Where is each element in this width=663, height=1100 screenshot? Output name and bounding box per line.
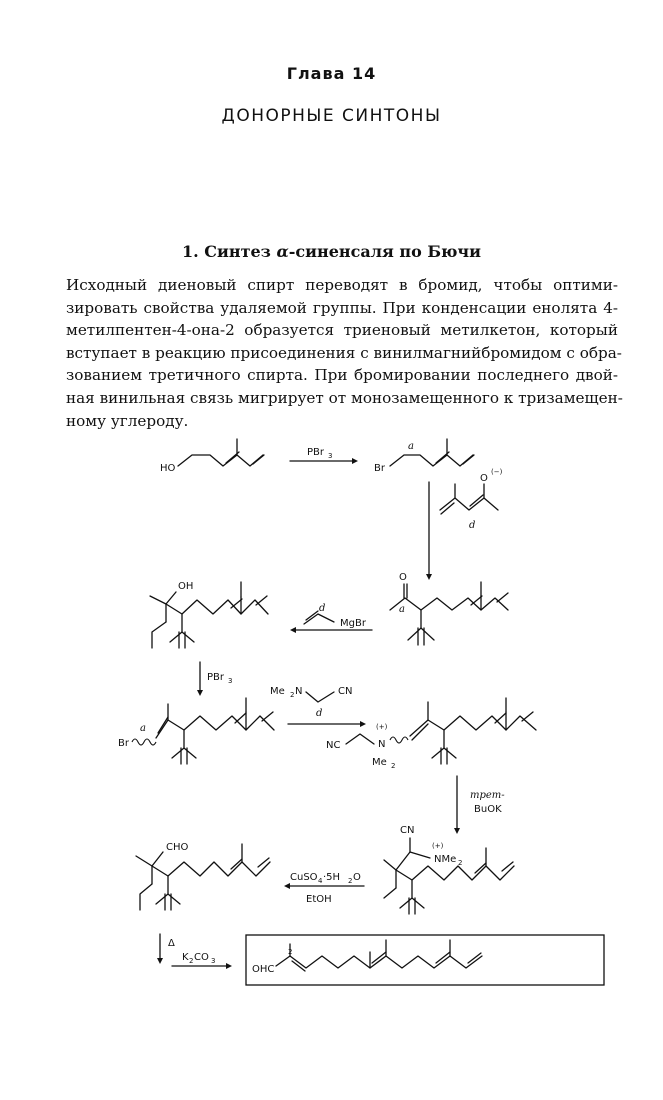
svg-text:a: a (408, 441, 414, 452)
svg-text:2: 2 (348, 877, 353, 885)
svg-text:HO: HO (160, 463, 176, 474)
svg-text:(−): (−) (491, 468, 503, 476)
svg-text:PBr: PBr (307, 447, 325, 458)
svg-text:Br: Br (374, 463, 385, 474)
heat-arrow (157, 934, 175, 964)
pbr3-reagent-arrow-2 (197, 662, 232, 696)
svg-text:MgBr: MgBr (340, 618, 366, 629)
svg-text:Me: Me (270, 686, 285, 697)
svg-text:CHO: CHO (166, 842, 189, 853)
paragraph-line: зировать свойства удаляемой группы. При конденсации енолята 4- (66, 298, 618, 317)
paragraph-line: метилпентен-4-она-2 образуется триеновый метилкетон, который (66, 321, 618, 340)
svg-text:N: N (295, 686, 303, 697)
chapter-title: ДОНОРНЫЕ СИНТОНЫ (221, 106, 442, 126)
svg-text:Δ: Δ (168, 938, 175, 949)
svg-text:2: 2 (288, 948, 293, 956)
paragraph-line: Исходный диеновый спирт переводят в бромид, чтобы оптими- (66, 276, 618, 294)
chapter-number: Глава 14 (286, 64, 377, 83)
svg-text:CN: CN (338, 686, 353, 697)
paragraph-line: ная винильная связь мигрирует от монозамещенного к тризамещен- (66, 388, 623, 407)
svg-text:2: 2 (458, 859, 463, 867)
tbuok-reagent-arrow (454, 776, 505, 834)
k2co3-reagent-arrow (172, 952, 232, 969)
svg-text:3: 3 (228, 677, 233, 685)
svg-text:4: 4 (318, 877, 323, 885)
svg-text:·5H: ·5H (323, 872, 341, 883)
svg-text:(+): (+) (376, 723, 388, 731)
pbr3-reagent-arrow-1 (290, 447, 358, 464)
svg-text:PBr: PBr (207, 672, 225, 683)
svg-text:a: a (140, 723, 146, 734)
paragraph-line: зованием третичного спирта. При бромировании последнего двой- (66, 366, 618, 385)
ammonium-salt-structure (326, 698, 536, 770)
svg-text:OHC: OHC (252, 964, 275, 975)
aldehyde-structure (136, 842, 270, 910)
paragraph-line: вступает в реакцию присоединения с винилмагнийбромидом с обра- (66, 343, 622, 362)
svg-text:NC: NC (326, 740, 341, 751)
svg-text:2: 2 (290, 691, 295, 699)
svg-text:d: d (316, 708, 323, 719)
enolate-structure (440, 468, 503, 531)
svg-text:3: 3 (211, 957, 216, 965)
svg-text:OH: OH (178, 581, 194, 592)
svg-text:O: O (399, 572, 407, 583)
paragraph-line: ному углероду. (66, 411, 189, 430)
svg-text:CO: CO (194, 952, 209, 963)
svg-text:NMe: NMe (434, 854, 457, 865)
svg-text:d: d (469, 520, 476, 531)
svg-text:3: 3 (328, 452, 333, 460)
svg-text:d: d (319, 603, 326, 614)
tertiary-alcohol-structure (150, 581, 268, 648)
svg-text:O: O (480, 473, 488, 484)
section-heading-rest: -синенсаля по Бючи (288, 242, 482, 261)
svg-text:N: N (378, 739, 386, 750)
vinylmagnesium-bromide-arrow (290, 603, 372, 633)
svg-text:BuOK: BuOK (474, 804, 502, 815)
down-arrow-1 (426, 482, 432, 580)
svg-text:CN: CN (400, 825, 415, 836)
svg-text:a: a (399, 604, 405, 615)
allylic-bromide-structure (118, 698, 274, 764)
svg-text:Me: Me (372, 757, 387, 768)
svg-text:K: K (182, 952, 189, 963)
svg-text:CuSO: CuSO (290, 872, 318, 883)
dienyl-bromide-structure (374, 439, 474, 474)
svg-text:2: 2 (189, 957, 194, 965)
section-greek-letter: α (276, 242, 289, 261)
aminonitrile-structure (384, 825, 514, 914)
svg-text:EtOH: EtOH (306, 894, 332, 905)
aminoacetonitrile-reagent-arrow (270, 686, 366, 727)
section-number-text: 1. Синтез (181, 242, 271, 261)
trienone-structure (390, 572, 508, 645)
svg-text:O: O (353, 872, 361, 883)
svg-text:трет-: трет- (470, 790, 505, 801)
dienol-structure (160, 439, 264, 474)
alpha-sinensal-product-box (246, 935, 604, 985)
svg-text:2: 2 (391, 762, 396, 770)
hydrolysis-reagent-arrow (284, 872, 364, 905)
svg-text:(+): (+) (432, 842, 444, 850)
svg-text:Br: Br (118, 738, 129, 749)
